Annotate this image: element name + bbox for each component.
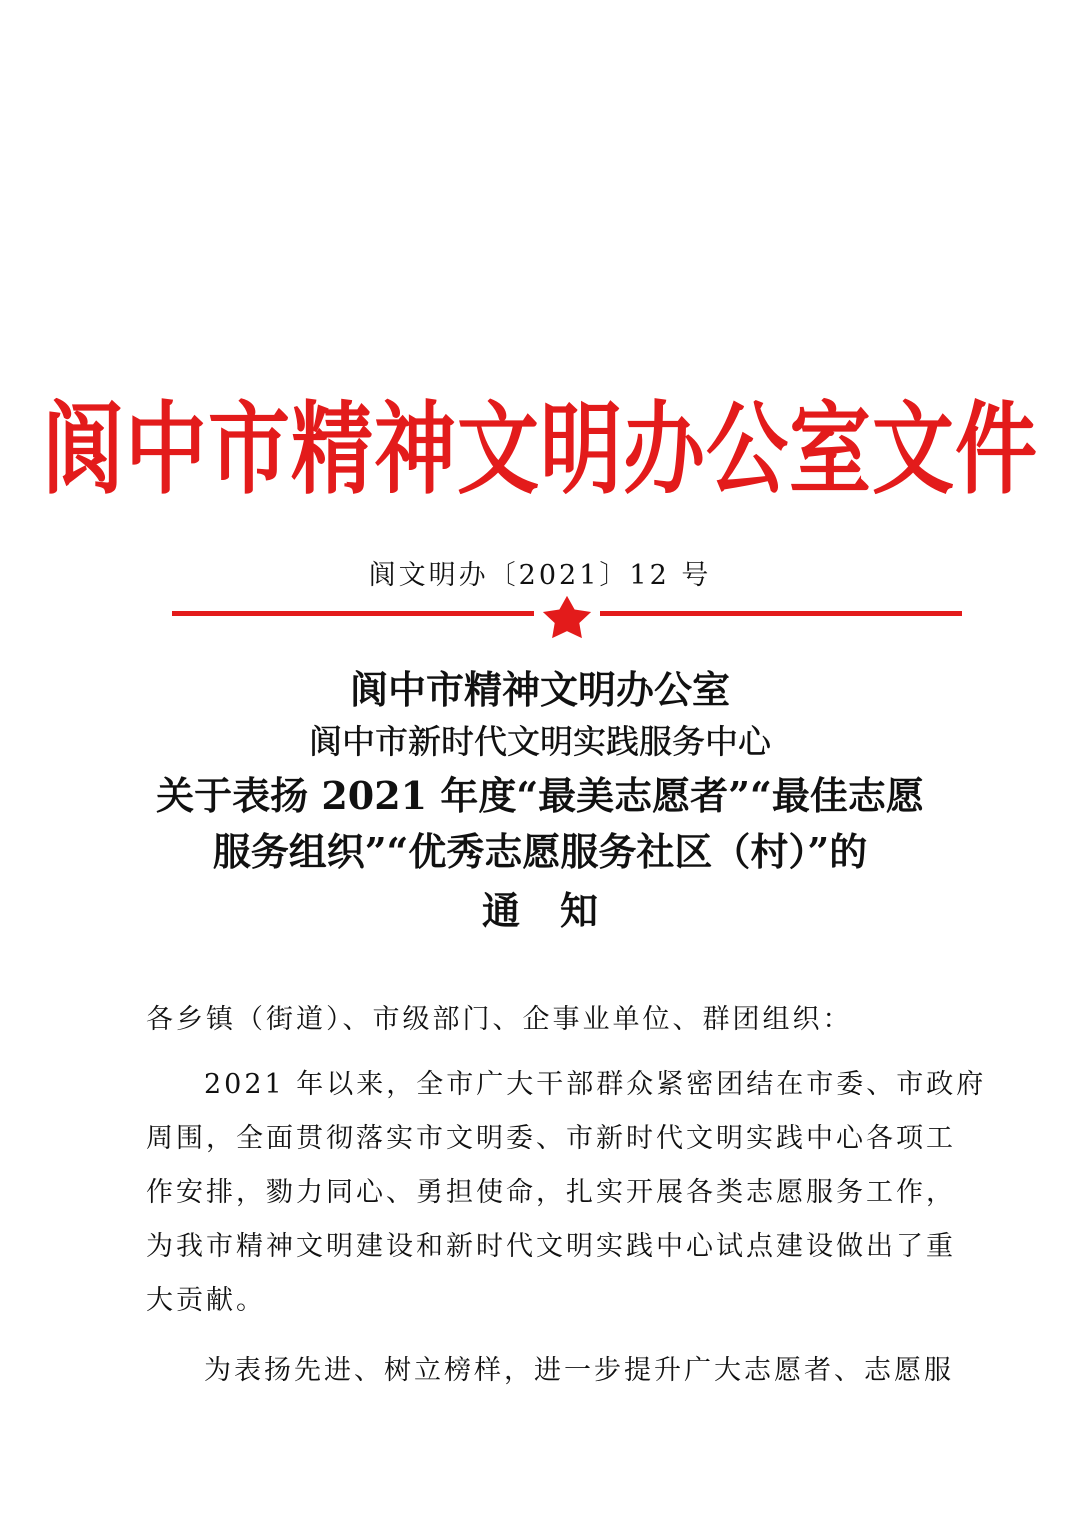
star-icon: [543, 596, 591, 638]
paragraph-1-line: 周围，全面贯彻落实市文明委、市新时代文明实践中心各项工: [146, 1123, 956, 1154]
title-line-4: 服务组织”“优秀志愿服务社区（村）”的: [212, 829, 868, 874]
title-line-3: 关于表扬 2021 年度“最美志愿者”“最佳志愿: [156, 773, 924, 818]
paragraph-1: [146, 1058, 987, 1328]
notice-title: [0, 664, 1080, 942]
divider-rule-right: [600, 611, 962, 616]
paragraph-1-line: 为我市精神文明建设和新时代文明实践中心试点建设做出了重: [146, 1231, 956, 1262]
paragraph-1-line: 2021 年以来，全市广大干部群众紧密团结在市委、市政府: [204, 1069, 987, 1100]
salutation: 各乡镇（街道）、市级部门、企事业单位、群团组织：: [146, 1004, 853, 1035]
red-divider: [172, 596, 962, 642]
title-line-2: 阆中市新时代文明实践服务中心: [309, 722, 771, 761]
divider-rule-left: [172, 611, 534, 616]
document-number: 阆文明办〔2021〕12 号: [368, 560, 712, 591]
title-line-5: 通知: [481, 888, 638, 933]
title-line-1: 阆中市精神文明办公室: [349, 667, 730, 712]
masthead-title: 阆中市精神文明办公室文件: [41, 392, 1038, 509]
paragraph-1-line: 作安排，勠力同心、勇担使命，扎实开展各类志愿服务工作，: [146, 1177, 956, 1208]
paragraph-2-line: 为表扬先进、树立榜样，进一步提升广大志愿者、志愿服: [204, 1355, 954, 1386]
paragraph-2: [146, 1344, 954, 1398]
paragraph-1-line: 大贡献。: [146, 1285, 266, 1316]
